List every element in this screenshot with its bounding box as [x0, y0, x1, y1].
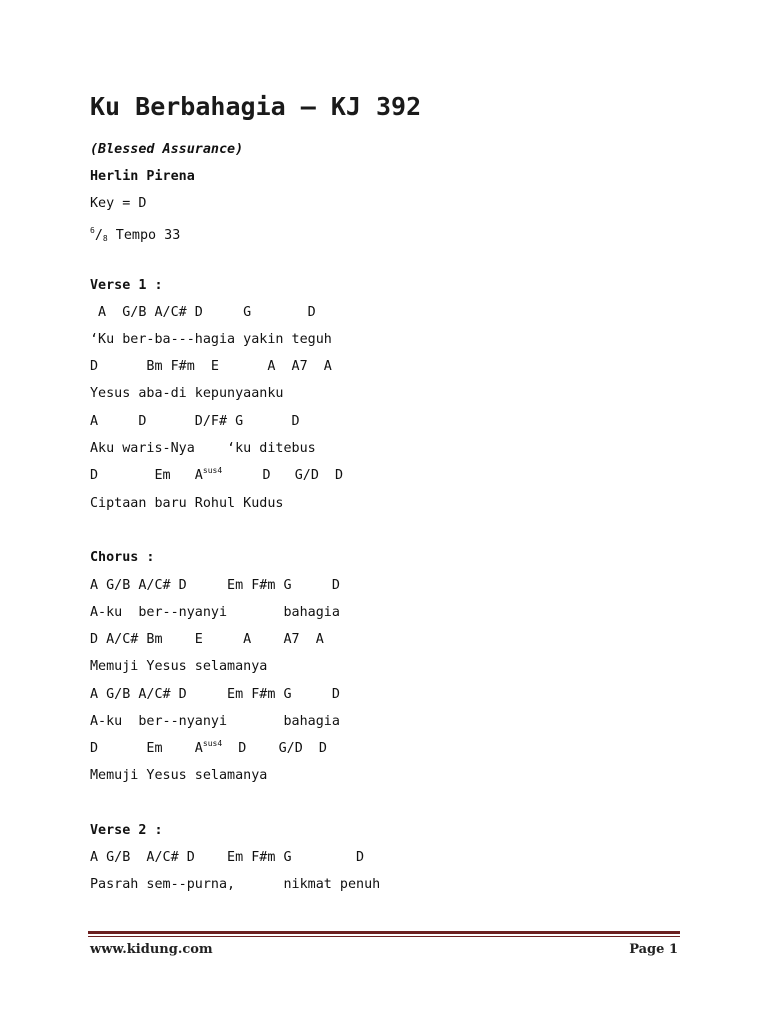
time-signature-tempo: [90, 223, 180, 247]
chorus-lyrics-4: Memuji Yesus selamanya: [90, 768, 268, 783]
chorus-sus4: sus4: [202, 739, 223, 748]
chorus-chords-2: D A/C# Bm E A A7 A: [90, 632, 324, 647]
verse2-chords-1: A G/B A/C# D Em F#m G D: [90, 850, 365, 865]
verse1-heading: Verse 1 :: [90, 278, 163, 293]
footer-rule-thin: [88, 936, 680, 937]
verse1-chords-4a: D Em A: [90, 468, 203, 483]
verse1-sus4: sus4: [202, 466, 223, 475]
verse1-chords-2: D Bm F#m E A A7 A: [90, 359, 332, 374]
chorus-chords-3: A G/B A/C# D Em F#m G D: [90, 687, 340, 702]
verse1-lyrics-4: Ciptaan baru Rohul Kudus: [90, 496, 284, 511]
verse1-chords-3: A D D/F# G D: [90, 414, 300, 429]
chorus-lyrics-3: A-ku ber--nyanyi bahagia: [90, 714, 340, 729]
chorus-heading: Chorus :: [90, 550, 155, 565]
verse1-lyrics-1: ‘Ku ber-ba---hagia yakin teguh: [90, 332, 332, 347]
verse1-chords-4b: D G/D D: [222, 468, 344, 483]
time-sig-bottom: 8: [102, 234, 108, 243]
song-title: Ku Berbahagia – KJ 392: [90, 92, 422, 121]
verse2-lyrics-1: Pasrah sem--purna, nikmat penuh: [90, 877, 381, 892]
footer-page-number: Page 1: [629, 942, 678, 957]
verse1-chords-1: A G/B A/C# D G D: [90, 305, 316, 320]
chorus-chords-1: A G/B A/C# D Em F#m G D: [90, 578, 340, 593]
footer-site: www.kidung.com: [90, 942, 213, 957]
song-subtitle: (Blessed Assurance): [90, 142, 244, 157]
tempo-text: Tempo 33: [107, 228, 181, 243]
chorus-chords-4: [90, 741, 327, 757]
time-sig-sep: /: [94, 228, 103, 243]
verse1-lyrics-3: Aku waris-Nya ‘ku ditebus: [90, 441, 316, 456]
verse2-heading: Verse 2 :: [90, 823, 163, 838]
footer-rule-thick: [88, 931, 680, 934]
chorus-chords-4b: D G/D D: [222, 741, 327, 756]
chorus-chords-4a: D Em A: [90, 741, 203, 756]
song-key: Key = D: [90, 196, 147, 211]
time-sig-top: 6: [90, 226, 95, 235]
chorus-lyrics-2: Memuji Yesus selamanya: [90, 659, 268, 674]
song-artist: Herlin Pirena: [90, 169, 195, 184]
chorus-lyrics-1: A-ku ber--nyanyi bahagia: [90, 605, 340, 620]
verse1-chords-4: [90, 468, 343, 484]
verse1-lyrics-2: Yesus aba-di kepunyaanku: [90, 386, 284, 401]
